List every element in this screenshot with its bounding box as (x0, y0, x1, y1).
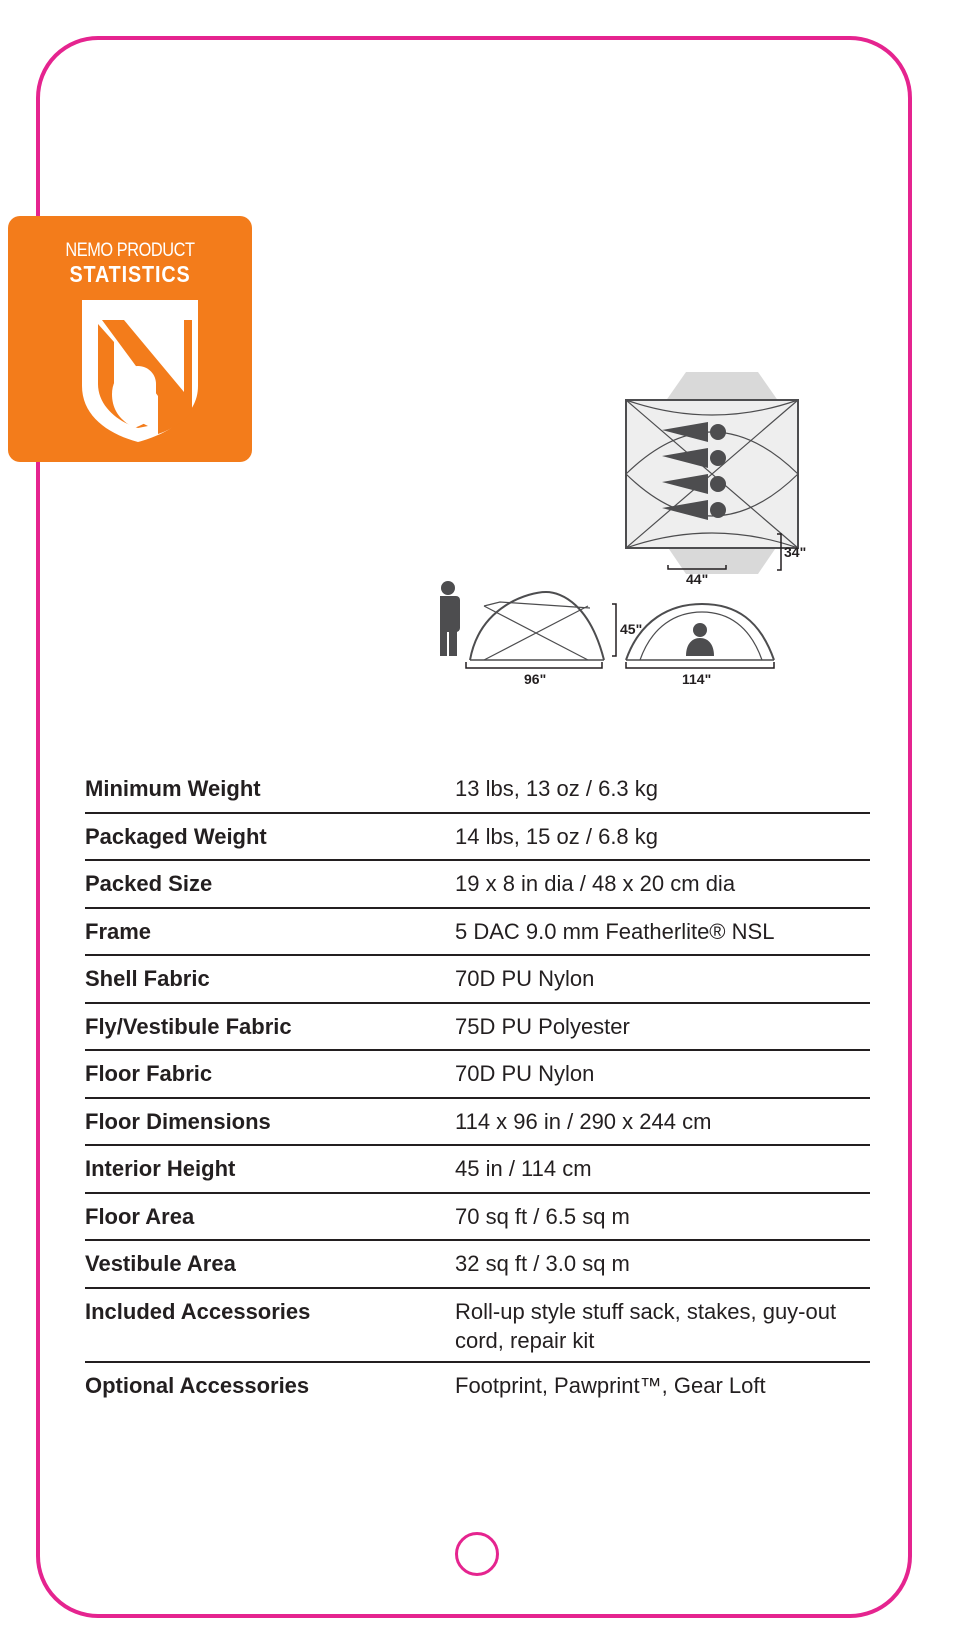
tent-side-view-icon (440, 581, 642, 687)
tent-top-view-icon (626, 372, 806, 587)
nemo-shield-logo-icon (8, 216, 252, 462)
tent-front-view-icon (626, 604, 774, 687)
spec-value: 114 x 96 in / 290 x 244 cm (455, 1108, 712, 1134)
spec-row (85, 1363, 870, 1411)
badge-title-line2: STATISTICS (69, 261, 191, 287)
spec-label: Floor Fabric (85, 1061, 213, 1086)
spec-row (85, 766, 870, 814)
spec-value: 13 lbs, 13 oz / 6.3 kg (455, 776, 659, 801)
spec-value: 70D PU Nylon (455, 966, 595, 991)
stats-badge (8, 216, 252, 462)
spec-label: Frame (85, 918, 152, 944)
spec-table (85, 766, 870, 1410)
spec-row (85, 1289, 870, 1363)
badge-title-line1: NEMO PRODUCT (65, 240, 195, 261)
spec-label: Floor Area (85, 1203, 195, 1229)
spec-label: Packaged Weight (85, 823, 267, 849)
spec-value: Footprint, Pawprint™, Gear Loft (455, 1372, 766, 1398)
spec-row (85, 909, 870, 957)
spec-row (85, 1004, 870, 1052)
spec-label: Shell Fabric (85, 966, 210, 991)
spec-label: Floor Dimensions (85, 1108, 271, 1134)
spec-value: 5 DAC 9.0 mm Featherlite® NSL (455, 918, 775, 944)
spec-label: Interior Height (85, 1156, 236, 1181)
spec-value: 75D PU Polyester (455, 1013, 630, 1039)
tent-diagram (440, 370, 820, 710)
home-button[interactable] (455, 1532, 499, 1576)
spec-row (85, 1099, 870, 1147)
spec-label: Minimum Weight (85, 776, 261, 801)
spec-label: Packed Size (85, 871, 213, 896)
width-label: 96" (524, 671, 547, 687)
spec-row (85, 1051, 870, 1099)
spec-row (85, 1146, 870, 1194)
spec-row (85, 1194, 870, 1242)
spec-row (85, 956, 870, 1004)
length-label: 114" (682, 671, 712, 687)
spec-value: 70D PU Nylon (455, 1061, 595, 1086)
spec-label: Fly/Vestibule Fabric (85, 1013, 292, 1039)
spec-label: Optional Accessories (85, 1372, 310, 1398)
spec-row (85, 814, 870, 862)
spec-label: Included Accessories (85, 1298, 311, 1324)
spec-value: Roll-up style stuff sack, stakes, guy-out cord, repair kit (455, 1298, 837, 1353)
spec-row (85, 861, 870, 909)
vestibule-depth-label: 34" (784, 544, 807, 560)
spec-value: 14 lbs, 15 oz / 6.8 kg (455, 823, 659, 849)
spec-label: Vestibule Area (85, 1251, 236, 1276)
spec-value: 19 x 8 in dia / 48 x 20 cm dia (455, 871, 736, 896)
spec-row (85, 1241, 870, 1289)
spec-value: 32 sq ft / 3.0 sq m (455, 1251, 630, 1276)
height-label: 45" (620, 621, 643, 637)
spec-value: 70 sq ft / 6.5 sq m (455, 1203, 630, 1229)
door-width-label: 44" (686, 571, 709, 587)
spec-value: 45 in / 114 cm (455, 1156, 592, 1181)
